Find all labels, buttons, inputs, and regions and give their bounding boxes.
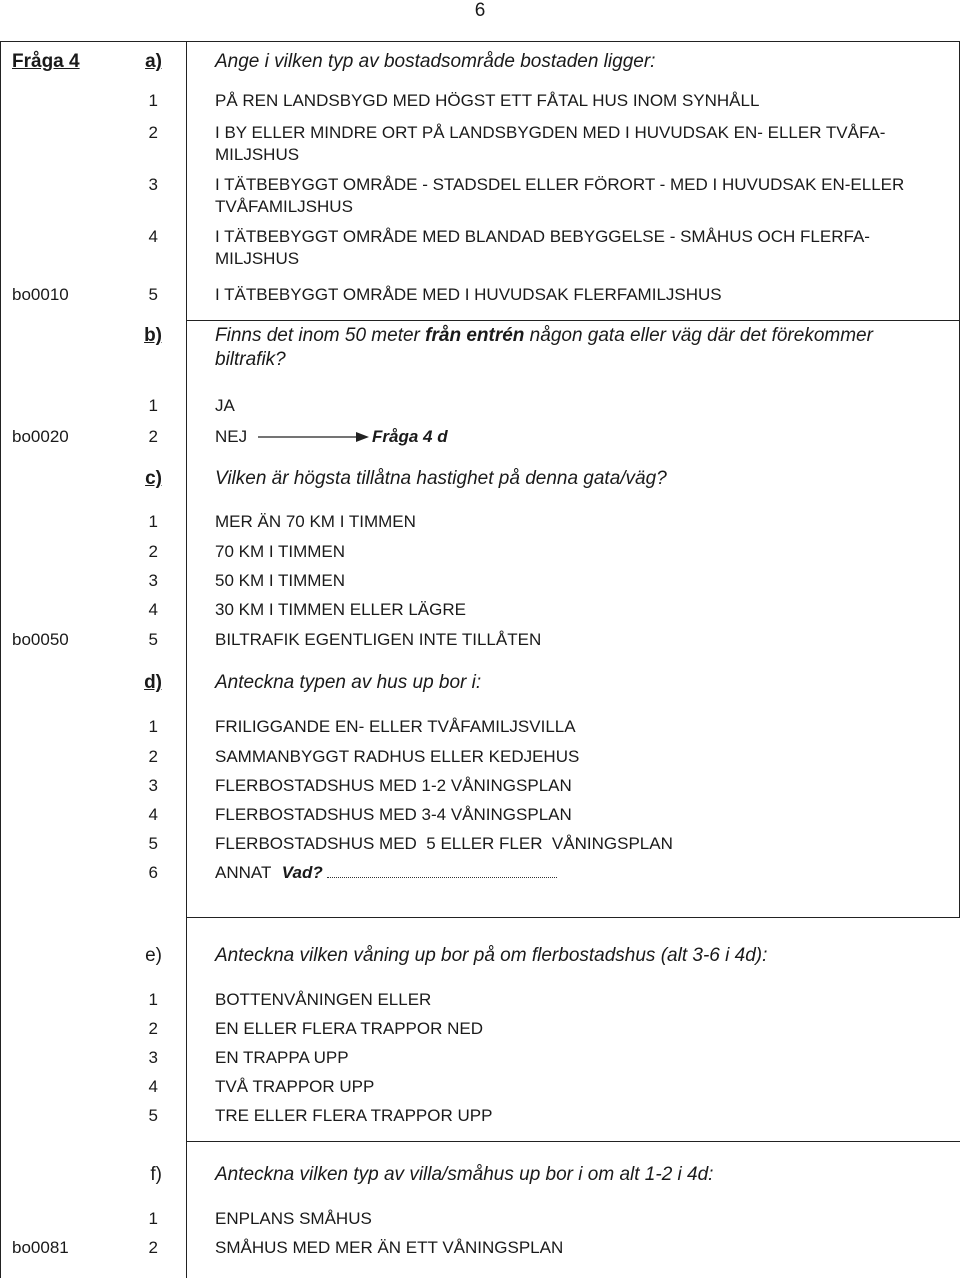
option-text: SAMMANBYGGT RADHUS ELLER KEDJEHUS: [215, 747, 580, 766]
option-text: 30 KM I TIMMEN ELLER LÄGRE: [215, 600, 466, 619]
section-a-label: a): [145, 51, 162, 72]
option-number: 5: [148, 834, 158, 853]
option-text: 50 KM I TIMMEN: [215, 571, 346, 590]
option-number: 1: [148, 396, 158, 415]
page-number: 6: [474, 0, 486, 21]
option-text: BILTRAFIK EGENTLIGEN INTE TILLÅTEN: [215, 630, 542, 649]
option-text: JA: [215, 396, 235, 415]
question-text: Finns det inom 50 meter: [215, 325, 426, 346]
option-number: 2: [148, 747, 158, 766]
option-text: I BY ELLER MINDRE ORT PÅ LANDSBYGDEN MED I HUVUDSAK EN- ELLER TVÅFA-: [215, 123, 886, 142]
option-text: SMÅHUS MED MER ÄN ETT VÅNINGSPLAN: [215, 1238, 564, 1257]
option-text: I TÄTBEBYGGT OMRÅDE MED I HUVUDSAK FLERFAMILJSHUS: [215, 285, 722, 304]
question-emphasis: från entrén: [425, 325, 525, 346]
option-text: FRILIGGANDE EN- ELLER TVÅFAMILJSVILLA: [215, 717, 576, 736]
option-text: ANNAT: [215, 863, 272, 882]
option-number: 2: [148, 123, 158, 142]
option-text: NEJ: [215, 427, 248, 446]
section-b-rule: [186, 320, 960, 321]
option-number: 1: [148, 990, 158, 1009]
skip-target: Fråga 4 d: [372, 427, 448, 446]
option-text: ENPLANS SMÅHUS: [215, 1209, 372, 1228]
option-number: 2: [148, 542, 158, 561]
other-write-in-field[interactable]: [327, 877, 557, 878]
option-number: 3: [148, 175, 158, 194]
option-number: 3: [148, 571, 158, 590]
section-c-question: Vilken är högsta tillåtna hastighet på denna gata/väg?: [215, 468, 667, 489]
top-rule: [0, 41, 960, 42]
variable-code: bo0010: [12, 285, 69, 304]
section-f-rule: [186, 1141, 960, 1142]
option-text: BOTTENVÅNINGEN ELLER: [215, 990, 432, 1009]
option-number: 1: [148, 717, 158, 736]
option-number: 5: [148, 630, 158, 649]
section-a-question: Ange i vilken typ av bostadsområde bostaden ligger:: [215, 51, 656, 72]
option-number: 1: [148, 91, 158, 110]
option-number: 2: [148, 1238, 158, 1257]
section-e-rule: [186, 917, 960, 918]
option-text: TRE ELLER FLERA TRAPPOR UPP: [215, 1106, 493, 1125]
option-number: 2: [148, 427, 158, 446]
option-number: 2: [148, 1019, 158, 1038]
option-number: 5: [148, 285, 158, 304]
option-text: FLERBOSTADSHUS MED 1-2 VÅNINGSPLAN: [215, 776, 572, 795]
option-text-continued: MILJSHUS: [215, 145, 300, 164]
section-e-question: Anteckna vilken våning up bor på om flerbostadshus (alt 3-6 i 4d):: [215, 945, 768, 966]
option-text: MER ÄN 70 KM I TIMMEN: [215, 512, 416, 531]
variable-code: bo0050: [12, 630, 69, 649]
option-number: 1: [148, 512, 158, 531]
option-text: I TÄTBEBYGGT OMRÅDE - STADSDEL ELLER FÖRORT - MED I HUVUDSAK EN-ELLER: [215, 175, 905, 194]
section-d-question: Anteckna typen av hus up bor i:: [215, 672, 482, 693]
section-b-label: b): [144, 325, 162, 346]
section-b-question-continued: biltrafik?: [215, 349, 286, 370]
column-divider: [186, 41, 187, 1278]
option-number: 3: [148, 1048, 158, 1067]
question-text: någon gata eller väg där det förekommer: [524, 325, 873, 346]
option-text: I TÄTBEBYGGT OMRÅDE MED BLANDAD BEBYGGELSE - SMÅHUS OCH FLERFA-: [215, 227, 870, 246]
section-b-question: [215, 324, 873, 348]
option-number: 3: [148, 776, 158, 795]
option-text: FLERBOSTADSHUS MED 5 ELLER FLER VÅNINGSPLAN: [215, 834, 673, 853]
option-number: 1: [148, 1209, 158, 1228]
variable-code: bo0081: [12, 1238, 69, 1257]
option-number: 6: [148, 863, 158, 882]
question-heading: Fråga 4: [12, 51, 80, 72]
section-f-question: Anteckna vilken typ av villa/småhus up bor i om alt 1-2 i 4d:: [215, 1164, 714, 1185]
variable-code: bo0020: [12, 427, 69, 446]
option-number: 4: [148, 600, 158, 619]
option-number: 4: [148, 1077, 158, 1096]
option-text: PÅ REN LANDSBYGD MED HÖGST ETT FÅTAL HUS INOM SYNHÅLL: [215, 91, 760, 110]
option-other: [215, 863, 557, 883]
section-c-label: c): [145, 468, 162, 489]
option-number: 4: [148, 805, 158, 824]
section-e-label: e): [145, 945, 162, 966]
option-text: TVÅ TRAPPOR UPP: [215, 1077, 375, 1096]
section-d-label: d): [144, 672, 162, 693]
option-number: 5: [148, 1106, 158, 1125]
option-text: 70 KM I TIMMEN: [215, 542, 346, 561]
option-text: EN TRAPPA UPP: [215, 1048, 349, 1067]
other-prompt: Vad?: [281, 863, 323, 882]
section-f-label: f): [150, 1164, 162, 1185]
option-text-continued: MILJSHUS: [215, 249, 300, 268]
skip-arrow-icon: [258, 429, 370, 445]
option-number: 4: [148, 227, 158, 246]
option-text: EN ELLER FLERA TRAPPOR NED: [215, 1019, 483, 1038]
option-text: FLERBOSTADSHUS MED 3-4 VÅNINGSPLAN: [215, 805, 572, 824]
option-text-continued: TVÅFAMILJSHUS: [215, 197, 353, 216]
